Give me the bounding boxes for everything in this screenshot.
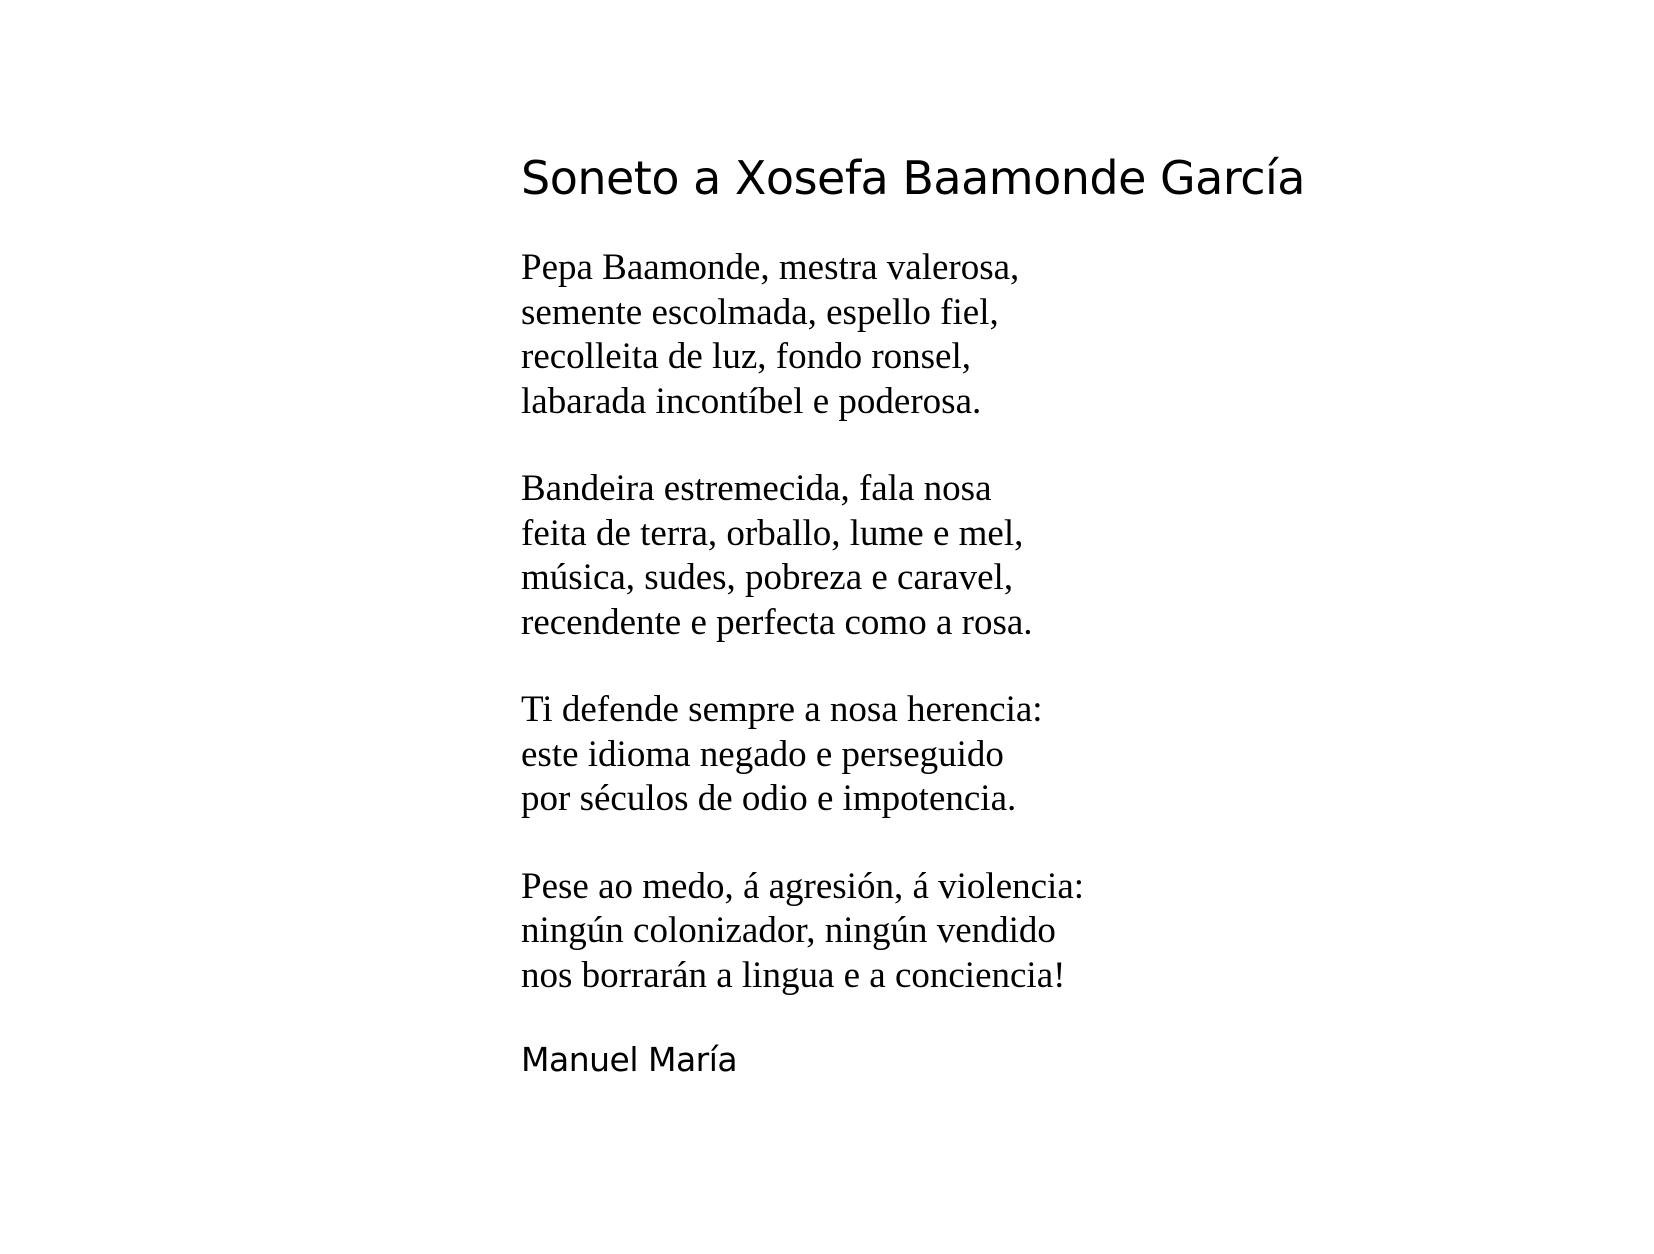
stanza-4 — [521, 865, 1521, 999]
poem-author: Manuel María — [521, 1040, 738, 1079]
poem-title: Soneto a Xosefa Baamonde García — [521, 151, 1305, 205]
verse-line: Pepa Baamonde, mestra valerosa, — [521, 247, 1020, 288]
verse-line: Ti defende sempre a nosa herencia: — [521, 689, 1043, 730]
verse-line: Bandeira estremecida, fala nosa — [521, 468, 992, 509]
stanza-2 — [521, 467, 1521, 645]
verse-line: música, sudes, pobreza e caravel, — [521, 557, 1014, 598]
verse-line: Pese ao medo, á agresión, á violencia: — [521, 865, 1085, 907]
stanza-3 — [521, 688, 1521, 822]
poem-page — [521, 148, 1521, 1082]
verse-line: semente escolmada, espello fiel, — [521, 291, 999, 333]
verse-line: feita de terra, orballo, lume e mel, — [521, 512, 1024, 554]
verse-line: labarada incontíbel e poderosa. — [521, 380, 982, 422]
verse-line: recolleita de luz, fondo ronsel, — [521, 336, 971, 377]
stanza-1 — [521, 246, 1521, 424]
verse-line: recendente e perfecta como a rosa. — [521, 601, 1033, 643]
verse-line: por séculos de odio e impotencia. — [521, 778, 1017, 819]
verse-line: ningún colonizador, ningún vendido — [521, 910, 1056, 951]
verse-line: nos borrarán a lingua e a conciencia! — [521, 954, 1066, 996]
verse-line: este idioma negado e perseguido — [521, 733, 1004, 775]
